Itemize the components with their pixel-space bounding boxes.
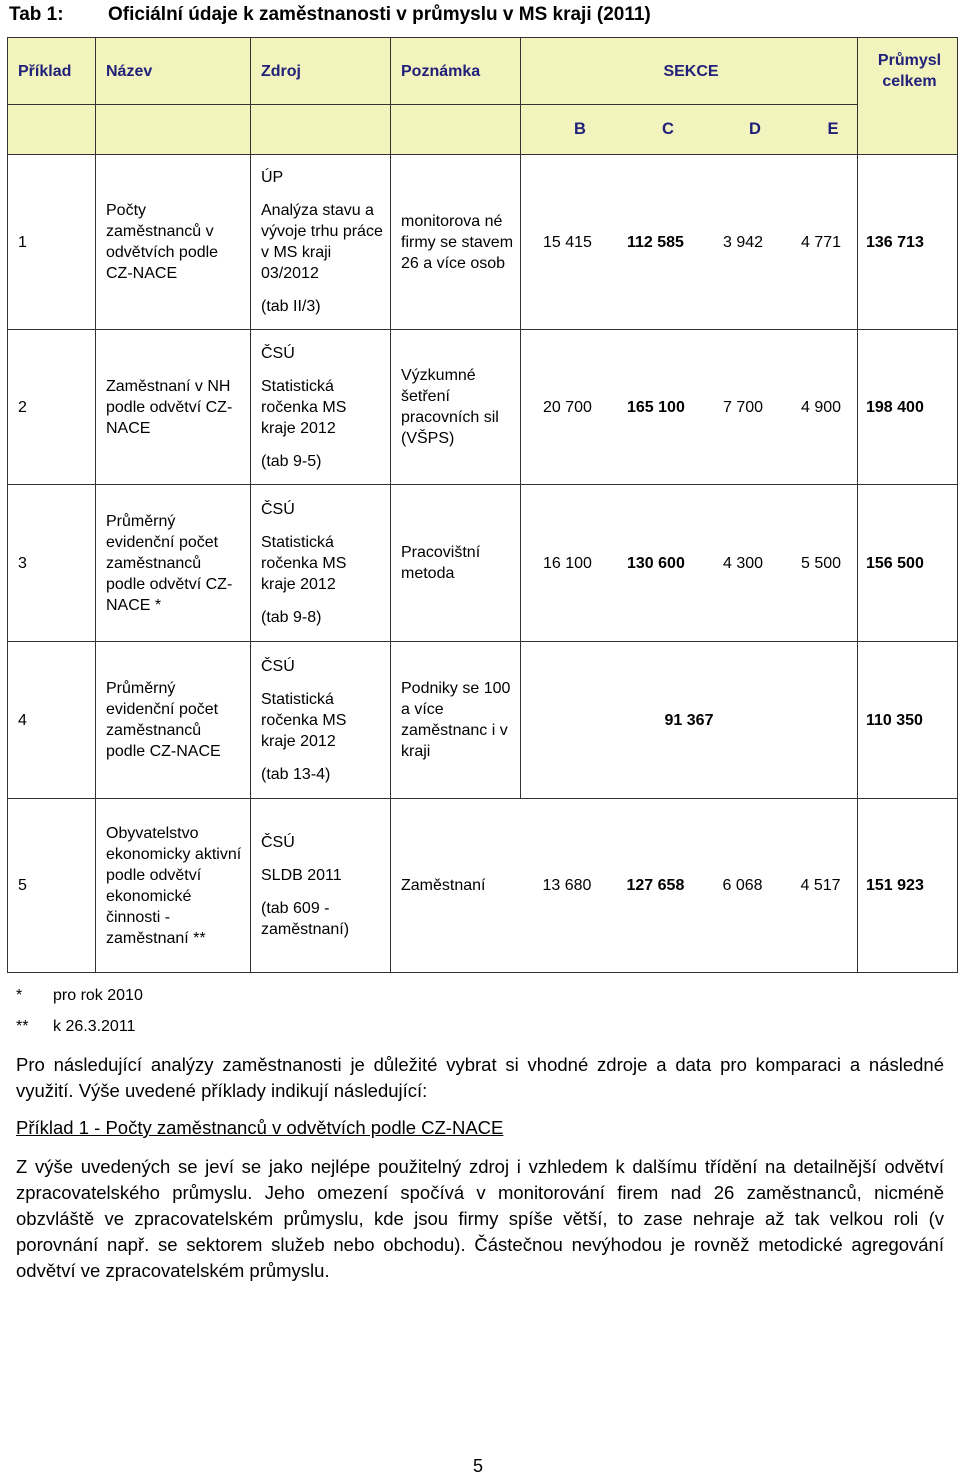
employment-table	[7, 37, 958, 973]
source-publication: Analýza stavu a vývoje trhu práce v MS kraji 03/2012	[261, 202, 383, 282]
page-number: 5	[473, 1456, 484, 1476]
row-number: 5	[8, 799, 96, 973]
value-e: 4 900	[801, 398, 842, 416]
example-heading: Příklad 1 - Počty zaměstnanců v odvětvích podle CZ-NACE	[16, 1117, 504, 1138]
footnote-text: pro rok 2010	[53, 987, 143, 1004]
value-e: 4 771	[801, 233, 842, 251]
footnote-2	[16, 1018, 135, 1036]
row-note: Podniky se 100 a více zaměstnanc i v kraji	[391, 642, 521, 799]
value-c: 130 600	[627, 554, 685, 572]
source-publication: SLDB 2011	[261, 866, 342, 884]
source-org: ČSÚ	[261, 344, 295, 362]
value-total: 110 350	[858, 642, 958, 799]
value-d: 7 700	[723, 398, 764, 416]
value-e: 4 517	[800, 877, 841, 894]
row-source	[251, 485, 391, 642]
value-b: 15 415	[543, 233, 592, 251]
row-note: Zaměstnaní	[391, 799, 521, 973]
header-nazev: Název	[96, 38, 251, 105]
header-empty-2	[96, 105, 251, 155]
header-prumysl: Průmysl celkem	[858, 38, 958, 155]
table-row	[8, 485, 958, 642]
value-total: 156 500	[858, 485, 958, 642]
row-values	[521, 155, 858, 330]
footnote-mark: *	[16, 987, 23, 1004]
header-priklad: Příklad	[8, 38, 96, 105]
value-total: 151 923	[858, 799, 958, 973]
source-publication: Statistická ročenka MS kraje 2012	[261, 377, 347, 437]
value-c: 127 658	[626, 877, 685, 894]
row-values	[521, 642, 858, 799]
row-name: Obyvatelstvo ekonomicky aktivní podle odvětví ekonomické činnosti - zaměstnaní **	[96, 799, 251, 973]
header-poznamka: Poznámka	[391, 38, 521, 105]
header-sekce: SEKCE	[521, 38, 858, 105]
row-note: Výzkumné šetření pracovních sil (VŠPS)	[391, 330, 521, 485]
table-caption-title: Oficiální údaje k zaměstnanosti v průmyslu v MS kraji (2011)	[108, 4, 651, 25]
header-letter-c: C	[662, 120, 674, 138]
header-letters	[521, 105, 858, 155]
row-name: Průměrný evidenční počet zaměstnanců podle odvětví CZ-NACE *	[96, 485, 251, 642]
value-c: 165 100	[627, 398, 685, 416]
source-org: ÚP	[261, 169, 284, 186]
footnote-text: k 26.3.2011	[53, 1018, 136, 1035]
row-name: Průměrný evidenční počet zaměstnanců podle CZ-NACE	[96, 642, 251, 799]
header-empty-3	[251, 105, 391, 155]
value-b: 16 100	[543, 554, 592, 572]
row-note: monitorova né firmy se stavem 26 a více osob	[391, 155, 521, 330]
body-paragraph-text: Z výše uvedených se jeví se jako nejlépe použitelný zdroj i vzhledem k dalšímu třídění na detailnější odvětví zpracovatelského průmyslu. Jeho omezení spočívá v monitorování firem nad 26 zaměstnanců, nicméně obzvláště ve zpracovatelském průmyslu, kde jsou firmy spíše větší, to zase nehraje až tak velkou roli (v porovnání např. se sektorem služeb nebo obchodu). Částečnou nevýhodou je rovněž metodické agregování odvětví ve zpracovatelském průmyslu.	[16, 1156, 944, 1281]
value-total: 136 713	[858, 155, 958, 330]
intro-paragraph	[16, 1052, 944, 1104]
header-empty-1	[8, 105, 96, 155]
row-values	[521, 330, 858, 485]
row-note: Pracovištní metoda	[391, 485, 521, 642]
row-values	[521, 485, 858, 642]
value-merged: 91 367	[664, 711, 714, 729]
source-table: (tab II/3)	[261, 298, 321, 315]
source-org: ČSÚ	[261, 657, 295, 675]
header-letters-row	[8, 105, 958, 155]
table-row	[8, 642, 958, 799]
value-d: 4 300	[723, 554, 764, 572]
value-b: 20 700	[543, 398, 592, 416]
row-number: 2	[8, 330, 96, 485]
table-row	[8, 799, 958, 973]
row-number: 3	[8, 485, 96, 642]
header-letter-e: E	[827, 120, 839, 138]
source-table: (tab 13-4)	[261, 765, 331, 783]
row-name: Počty zaměstnanců v odvětvích podle CZ-NACE	[96, 155, 251, 330]
value-d: 3 942	[723, 233, 764, 251]
value-total: 198 400	[858, 330, 958, 485]
row-number: 4	[8, 642, 96, 799]
source-table: (tab 9-5)	[261, 452, 322, 470]
row-values	[521, 799, 858, 973]
row-source	[251, 155, 391, 330]
source-table: (tab 9-8)	[261, 608, 322, 626]
body-paragraph	[16, 1154, 944, 1284]
value-c: 112 585	[627, 233, 684, 251]
header-zdroj: Zdroj	[251, 38, 391, 105]
footnote-1	[16, 987, 143, 1005]
header-letter-d: D	[749, 120, 761, 138]
source-table: (tab 609 - zaměstnaní)	[261, 899, 350, 938]
row-source	[251, 799, 391, 973]
row-number: 1	[8, 155, 96, 330]
value-e: 5 500	[801, 554, 842, 572]
header-empty-4	[391, 105, 521, 155]
value-d: 6 068	[722, 877, 763, 894]
footnote-mark: **	[16, 1018, 29, 1035]
row-source	[251, 330, 391, 485]
source-publication: Statistická ročenka MS kraje 2012	[261, 690, 347, 750]
source-org: ČSÚ	[261, 833, 295, 851]
table-row	[8, 155, 958, 330]
table-row	[8, 330, 958, 485]
row-name: Zaměstnaní v NH podle odvětví CZ-NACE	[96, 330, 251, 485]
header-letter-b: B	[574, 120, 586, 138]
header-row	[8, 38, 958, 105]
source-publication: Statistická ročenka MS kraje 2012	[261, 533, 347, 593]
source-org: ČSÚ	[261, 500, 295, 518]
value-b: 13 680	[542, 877, 592, 894]
table-caption-label: Tab 1:	[9, 4, 64, 25]
row-source	[251, 642, 391, 799]
intro-paragraph-text: Pro následující analýzy zaměstnanosti je důležité vybrat si vhodné zdroje a data pro komparaci a následné využití. Výše uvedené příklady indikují následující:	[16, 1054, 944, 1101]
